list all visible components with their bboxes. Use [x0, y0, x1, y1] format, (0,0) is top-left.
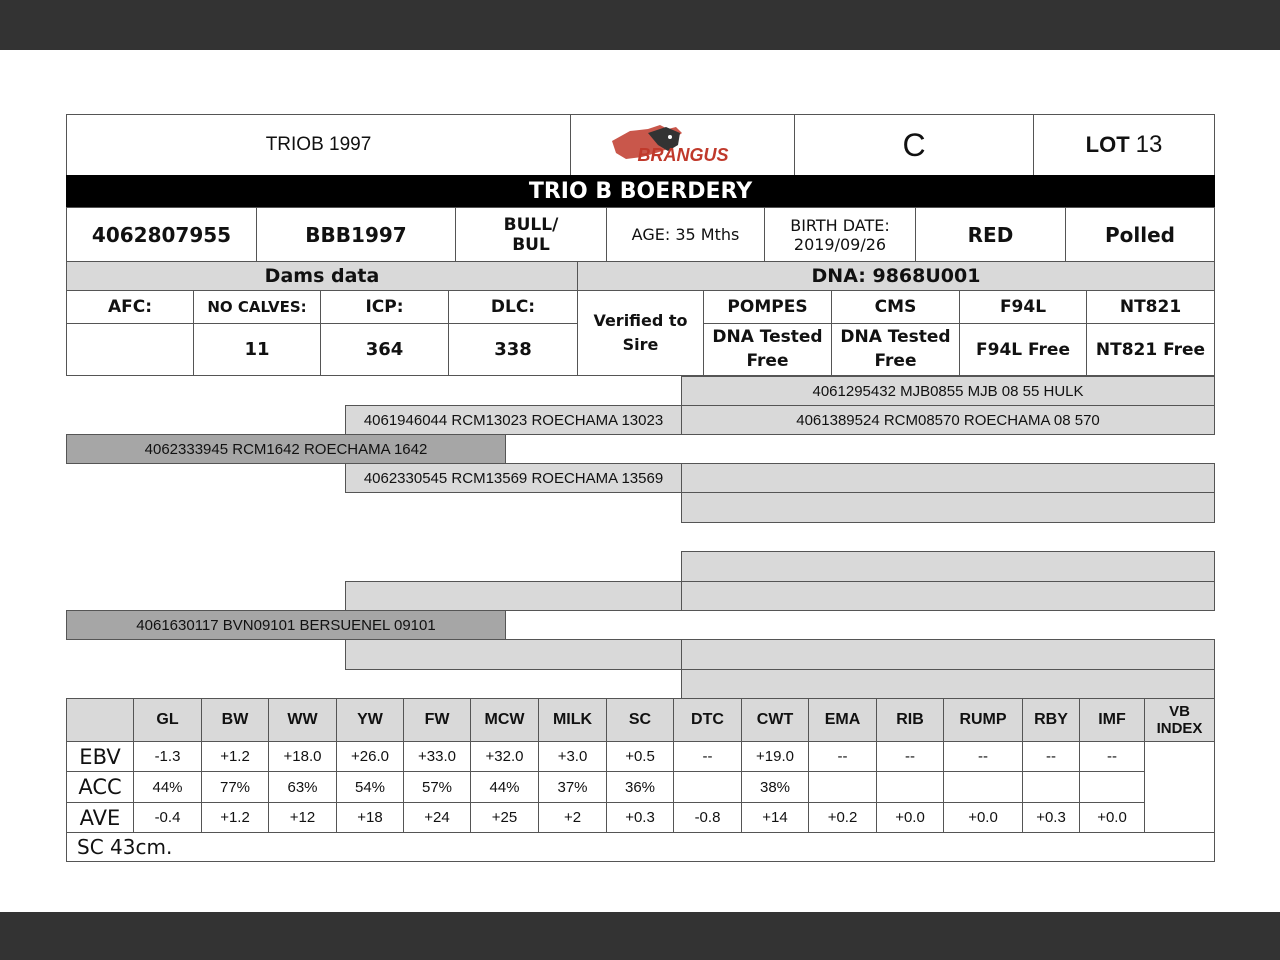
ebv-value-text: +32.0 — [485, 748, 524, 765]
pedigree-sire-sire-sire — [681, 376, 1215, 406]
ave-value — [1022, 802, 1080, 833]
ebv-value-text: +1.2 — [220, 748, 250, 765]
ebv-value-text: -- — [702, 748, 713, 765]
acc-value — [1079, 771, 1145, 803]
ebv-value-text: -1.3 — [154, 748, 181, 765]
ebv-value — [470, 741, 539, 772]
ebv-row-label — [66, 741, 134, 772]
ebv-col-milk — [538, 698, 607, 742]
ebv-col-label: RUMP — [959, 711, 1007, 728]
dams-value-afc — [66, 323, 194, 376]
dams-value-icp — [320, 323, 449, 376]
dams-header-label: DLC: — [490, 297, 536, 317]
registration-cell — [66, 207, 257, 262]
pedigree-entry: 4061295432 MJB0855 MJB 08 55 HULK — [812, 382, 1084, 400]
breeder-bar — [66, 175, 1215, 208]
ebv-col-mcw — [470, 698, 539, 742]
ebv-value-text: +26.0 — [351, 748, 389, 765]
ave-value-text: +0.0 — [1097, 809, 1127, 826]
pedigree-entry: 4061389524 RCM08570 ROECHAMA 08 570 — [796, 411, 1100, 429]
ebv-value-text: +19.0 — [756, 748, 794, 765]
ebv-col-cwt — [741, 698, 809, 742]
herd-name: TRIOB 1997 — [265, 134, 372, 155]
acc-value — [673, 771, 742, 803]
dna-title: DNA: 9868U001 — [811, 265, 981, 287]
ebv-corner-cell — [66, 698, 134, 742]
acc-value — [808, 771, 877, 803]
acc-value-text: 37% — [557, 778, 588, 796]
dna-header-pompes — [703, 290, 832, 324]
ebv-value — [1079, 741, 1145, 772]
lot-number: 13 — [1135, 131, 1163, 158]
ebv-col-ema — [808, 698, 877, 742]
ebv-value-text: +18.0 — [283, 748, 322, 765]
ebv-col-rib — [876, 698, 944, 742]
pedigree-sire-sire-dam — [681, 405, 1215, 435]
ebv-col-label: DTC — [691, 711, 724, 728]
ebv-value — [403, 741, 471, 772]
dna-value: F94L Free — [976, 339, 1070, 360]
pedigree-dam-dam-dam — [681, 669, 1215, 699]
ave-value — [943, 802, 1023, 833]
ebv-value-text: -- — [978, 748, 988, 765]
ave-value — [876, 802, 944, 833]
ave-value-text: +0.2 — [827, 809, 858, 826]
dams-data-title: Dams data — [264, 265, 380, 287]
dna-header-cms — [831, 290, 960, 324]
acc-value-text: 44% — [152, 778, 183, 796]
ave-value-text: +0.3 — [1036, 809, 1066, 826]
acc-value — [1022, 771, 1080, 803]
ave-row-label — [66, 802, 134, 833]
horn-status: Polled — [1105, 222, 1175, 247]
ave-value — [1079, 802, 1145, 833]
acc-value-text: 77% — [219, 778, 251, 796]
ebv-col-label: RBY — [1034, 711, 1068, 728]
acc-value — [876, 771, 944, 803]
ebv-value — [268, 741, 337, 772]
dams-header-dlc — [448, 290, 578, 324]
acc-value — [133, 771, 202, 803]
ebv-value — [943, 741, 1023, 772]
acc-value-text: 57% — [421, 778, 453, 796]
ave-value-text: -0.4 — [154, 809, 181, 826]
ebv-value — [1022, 741, 1080, 772]
ident: BBB1997 — [305, 222, 407, 247]
ebv-col-dtc — [673, 698, 742, 742]
dna-value-f94l — [959, 323, 1087, 376]
acc-value — [268, 771, 337, 803]
ebv-col-label: RIB — [896, 711, 924, 728]
row-label: AVE — [79, 805, 121, 830]
ebv-col-sc — [606, 698, 674, 742]
row-label: EBV — [79, 744, 121, 769]
ave-value — [673, 802, 742, 833]
ave-value-text: -0.8 — [694, 809, 721, 826]
remarks: SC 43cm. — [77, 835, 173, 859]
acc-value — [538, 771, 607, 803]
acc-value — [606, 771, 674, 803]
ebv-value — [606, 741, 674, 772]
ave-value — [268, 802, 337, 833]
ebv-value-text: +3.0 — [557, 748, 588, 765]
pedigree-sire-sire — [345, 405, 682, 435]
dams-header-label: ICP: — [365, 297, 404, 317]
ebv-value-text: -- — [1107, 748, 1117, 765]
colour-cell — [915, 207, 1066, 262]
ebv-value — [808, 741, 877, 772]
dna-value: NT821 Free — [1095, 339, 1206, 360]
dams-header-label: AFC: — [107, 297, 153, 317]
dna-value: DNA Tested Free — [712, 326, 823, 371]
ebv-col-label: MCW — [484, 711, 525, 728]
acc-value-text: 63% — [287, 778, 318, 796]
ave-value — [133, 802, 202, 833]
ebv-col-label: GL — [156, 711, 179, 728]
ebv-col-gl — [133, 698, 202, 742]
ebv-value — [741, 741, 809, 772]
ebv-col-vb-index — [1144, 698, 1215, 742]
acc-value — [403, 771, 471, 803]
ebv-col-label: CWT — [756, 711, 794, 728]
horn-cell — [1065, 207, 1215, 262]
dams-value: 364 — [365, 339, 404, 360]
dams-header-afc — [66, 290, 194, 324]
verified-to-sire: Verified to Sire — [593, 311, 688, 354]
pedigree-entry: 4062333945 RCM1642 ROECHAMA 1642 — [144, 440, 428, 458]
ebv-col-label: BW — [221, 711, 249, 728]
ave-value — [336, 802, 404, 833]
pedigree-dam-dam — [345, 639, 682, 670]
dams-value-no-calves — [193, 323, 321, 376]
dams-value: 11 — [244, 339, 270, 360]
ebv-value-text: -- — [837, 748, 848, 765]
ave-value — [808, 802, 877, 833]
ave-value — [538, 802, 607, 833]
birth-date-cell — [764, 207, 916, 262]
pedigree-dam-dam-sire — [681, 639, 1215, 670]
dams-header-label: NO CALVES: — [207, 298, 307, 316]
age: AGE: 35 Mths — [631, 225, 740, 244]
dna-header-nt821 — [1086, 290, 1215, 324]
ebv-col-label: MILK — [552, 711, 593, 728]
brangus-logo — [608, 123, 758, 167]
pedigree-sire-dam-dam — [681, 492, 1215, 523]
ebv-col-label: YW — [357, 711, 383, 728]
dna-value-cms — [831, 323, 960, 376]
dams-header-no-calves — [193, 290, 321, 324]
pedigree-dam-sire-sire — [681, 551, 1215, 582]
pedigree-dam-sire-dam — [681, 581, 1215, 611]
pedigree-dam-sire — [345, 581, 682, 611]
dna-title-cell — [577, 261, 1215, 291]
acc-value — [741, 771, 809, 803]
ebv-col-rby — [1022, 698, 1080, 742]
dna-header-label: POMPES — [727, 297, 808, 317]
bottom-bar — [0, 912, 1280, 960]
ebv-col-label: WW — [287, 711, 318, 728]
ebv-value — [538, 741, 607, 772]
dams-data-title-cell — [66, 261, 578, 291]
dna-value-nt821 — [1086, 323, 1215, 376]
ebv-value-text: +33.0 — [418, 748, 456, 765]
registration-number: 4062807955 — [91, 222, 232, 247]
birth-date-label: BIRTH DATE: — [790, 215, 890, 235]
ebv-col-bw — [201, 698, 269, 742]
lot-cell — [1033, 114, 1215, 176]
pedigree-sire-dam-sire — [681, 463, 1215, 493]
pedigree-entry: 4061946044 RCM13023 ROECHAMA 13023 — [363, 411, 664, 429]
ebv-value — [201, 741, 269, 772]
ave-value — [606, 802, 674, 833]
ebv-value — [336, 741, 404, 772]
classification-cell — [794, 114, 1034, 176]
classification: C — [902, 126, 926, 163]
herd-name-cell — [66, 114, 571, 176]
ave-value-text: +0.0 — [968, 809, 998, 826]
ave-value-text: +0.0 — [895, 809, 925, 826]
age-cell — [606, 207, 765, 262]
ave-value-text: +12 — [289, 809, 316, 826]
vb-index-value — [1144, 741, 1215, 833]
remarks-cell — [66, 832, 1215, 862]
dams-value: 338 — [494, 339, 532, 360]
acc-value-text: 54% — [354, 778, 386, 796]
acc-row-label — [66, 771, 134, 803]
ebv-value — [876, 741, 944, 772]
ebv-col-label: FW — [424, 711, 450, 728]
ebv-col-label: VB INDEX — [1156, 702, 1203, 737]
acc-value — [943, 771, 1023, 803]
logo-cell — [570, 114, 795, 176]
ave-value-text: +2 — [563, 809, 582, 826]
ave-value — [403, 802, 471, 833]
ebv-value — [673, 741, 742, 772]
ident-cell — [256, 207, 456, 262]
colour: RED — [967, 222, 1014, 247]
birth-date: 2019/09/26 — [793, 234, 887, 254]
ave-value — [201, 802, 269, 833]
dna-value: DNA Tested Free — [840, 326, 951, 371]
pedigree-sire — [66, 434, 506, 464]
ave-value-text: +25 — [491, 809, 518, 826]
acc-value — [470, 771, 539, 803]
dams-header-icp — [320, 290, 449, 324]
dna-header-label: NT821 — [1119, 297, 1182, 317]
ebv-value-text: -- — [905, 748, 915, 765]
ebv-value-text: +0.5 — [625, 748, 655, 765]
dams-value-dlc — [448, 323, 578, 376]
pedigree-entry: 4061630117 BVN09101 BERSUENEL 09101 — [136, 616, 436, 634]
ave-value — [741, 802, 809, 833]
breeder-name: TRIO B BOERDERY — [528, 179, 753, 204]
ebv-col-label: IMF — [1098, 711, 1126, 728]
ebv-col-rump — [943, 698, 1023, 742]
pedigree-sire-dam — [345, 463, 682, 493]
acc-value-text: 44% — [489, 778, 520, 796]
ave-value-text: +14 — [762, 809, 788, 826]
lot-label: LOT — [1085, 132, 1130, 157]
sex: BULL/ BUL — [503, 214, 559, 255]
ebv-col-label: EMA — [824, 711, 861, 728]
pedigree-entry: 4062330545 RCM13569 ROECHAMA 13569 — [363, 469, 664, 487]
ave-value-text: +0.3 — [625, 809, 655, 826]
ave-value — [470, 802, 539, 833]
ebv-value — [133, 741, 202, 772]
pedigree-dam — [66, 610, 506, 640]
ebv-col-imf — [1079, 698, 1145, 742]
verified-to-sire-cell — [577, 290, 704, 376]
ave-value-text: +18 — [357, 809, 383, 826]
ave-value-text: +24 — [424, 809, 450, 826]
acc-value-text: 38% — [759, 778, 791, 796]
acc-value — [201, 771, 269, 803]
acc-value — [336, 771, 404, 803]
acc-value-text: 36% — [624, 778, 656, 796]
dna-header-label: CMS — [874, 297, 917, 317]
dna-value-pompes — [703, 323, 832, 376]
ebv-value-text: -- — [1046, 748, 1056, 765]
top-bar — [0, 0, 1280, 50]
logo-text: BRANGUS — [637, 145, 729, 165]
ebv-col-label: SC — [628, 711, 652, 728]
ebv-col-fw — [403, 698, 471, 742]
ave-value-text: +1.2 — [220, 809, 250, 826]
dna-header-label: F94L — [999, 297, 1047, 317]
dna-header-f94l — [959, 290, 1087, 324]
sex-cell — [455, 207, 607, 262]
row-label: ACC — [78, 775, 122, 799]
ebv-col-ww — [268, 698, 337, 742]
ebv-col-yw — [336, 698, 404, 742]
